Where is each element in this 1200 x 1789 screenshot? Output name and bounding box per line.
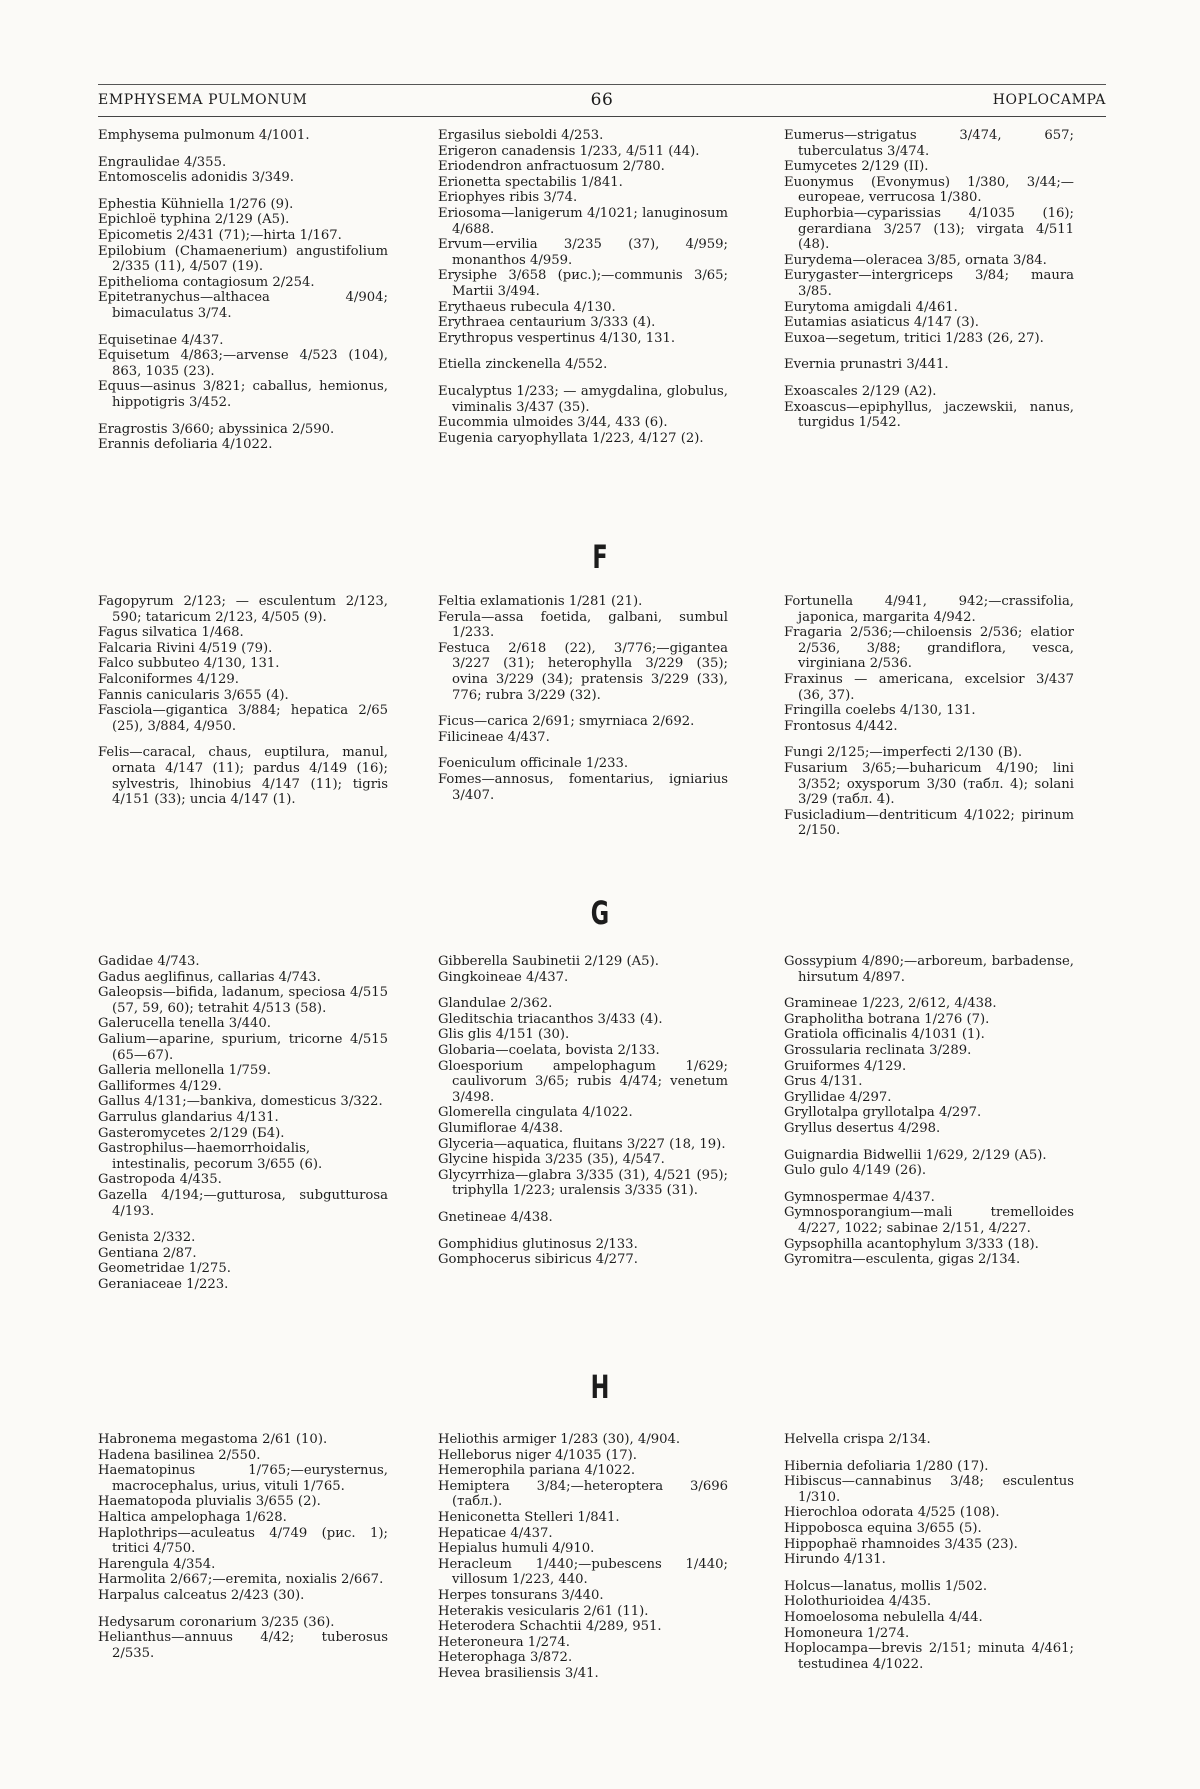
index-entry: Gryllotalpa gryllotalpa 4/297. (784, 1105, 982, 1121)
index-entry: Fasciola—gigantica 3/884; hepatica 2/65 (25), 3/884, 4/950. (98, 703, 388, 734)
index-entry: Heteroneura 1/274. (438, 1634, 570, 1650)
index-entry: Gomphocerus sibiricus 4/277. (438, 1252, 639, 1268)
index-entry: Falco subbuteo 4/130, 131. (98, 656, 280, 672)
index-entry: Hippophaë rhamnoides 3/435 (23). (784, 1536, 1018, 1552)
index-entry: Erythraea centaurium 3/333 (4). (438, 315, 656, 331)
index-entry: Gymnospermae 4/437. (784, 1189, 935, 1205)
index-entry: Hepaticae 4/437. (438, 1525, 553, 1541)
index-entry: Hemerophila pariana 4/1022. (438, 1463, 636, 1479)
section-letter: H (590, 1368, 610, 1406)
index-entry: Grossularia reclinata 3/289. (784, 1042, 972, 1058)
index-entry: Helvella crispa 2/134. (784, 1432, 931, 1447)
index-entry: Holothurioidea 4/435. (784, 1594, 932, 1610)
index-column (784, 594, 1074, 839)
index-entry: Gallus 4/131;—bankiva, domesticus 3/322. (98, 1094, 383, 1110)
page-number: 66 (590, 90, 614, 110)
index-entry: Gloesporium ampelophagum 1/629; caulivorum 3/65; rubis 4/474; venetum 3/498. (438, 1058, 728, 1105)
index-entry: Galerucella tenella 3/440. (98, 1016, 271, 1032)
index-entry: Fortunella 4/941, 942;—crassifolia, japonica, margarita 4/942. (784, 594, 1074, 625)
index-entry: Gratiola officinalis 4/1031 (1). (784, 1027, 985, 1043)
index-entry: Fusarium 3/65;—buharicum 4/190; lini 3/352; oxysporum 3/30 (табл. 4); solani 3/29 (табл. 4). (784, 760, 1074, 808)
index-entry: Gadidae 4/743. (98, 954, 200, 969)
index-entry: Fringilla coelebs 4/130, 131. (784, 703, 976, 719)
header-bottom-rule (98, 116, 1106, 117)
header-top-rule (98, 84, 1106, 85)
index-entry: Harmolita 2/667;—eremita, noxialis 2/667. (98, 1572, 384, 1588)
index-entry: Helianthus—annuus 4/42; tuberosus 2/535. (98, 1630, 388, 1661)
index-entry: Hippobosca equina 3/655 (5). (784, 1520, 982, 1536)
index-entry: Eugenia caryophyllata 1/223, 4/127 (2). (438, 430, 704, 446)
index-entry: Glis glis 4/151 (30). (438, 1027, 570, 1043)
index-entry: Gruiformes 4/129. (784, 1058, 907, 1074)
index-entry: Engraulidae 4/355. (98, 154, 227, 170)
index-entry: Eucommia ulmoides 3/44, 433 (6). (438, 415, 668, 431)
index-entry: Eurydema—oleracea 3/85, ornata 3/84. (784, 252, 1047, 268)
index-entry: Epilobium (Chamaenerium) angustifolium 2/335 (11), 4/507 (19). (98, 243, 388, 275)
section-letter: G (590, 894, 610, 932)
index-entry: Falcaria Rivini 4/519 (79). (98, 640, 273, 656)
index-entry: Heterakis vesicularis 2/61 (11). (438, 1603, 649, 1619)
index-entry: Felis—caracal, chaus, euptilura, manul, ornata 4/147 (11); pardus 4/149 (16); sylvestris, lhinobius 4/147 (11); tigris 4/151 (33); uncia 4/147 (1). (98, 745, 388, 808)
index-column (438, 128, 728, 446)
index-entry: Gossypium 4/890;—arboreum, barbadense, hirsutum 4/897. (784, 954, 1074, 985)
index-entry: Harengula 4/354. (98, 1556, 216, 1572)
index-entry: Hepialus humuli 4/910. (438, 1541, 595, 1557)
index-entry: Haplothrips—aculeatus 4/749 (рис. 1); tritici 4/750. (98, 1525, 388, 1557)
index-entry: Garrulus glandarius 4/131. (98, 1109, 279, 1125)
index-entry: Gastrophilus—haemorrhoidalis, intestinalis, pecorum 3/655 (6). (98, 1141, 323, 1172)
index-entry: Glandulae 2/362. (438, 996, 553, 1012)
index-entry: Falconiformes 4/129. (98, 671, 239, 687)
index-entry: Eurygaster—intergriceps 3/84; maura 3/85. (784, 268, 1074, 299)
index-entry: Hibiscus—cannabinus 3/48; esculentus 1/310. (784, 1474, 1074, 1505)
index-entry: Herpes tonsurans 3/440. (438, 1587, 604, 1603)
index-entry: Exoascus—epiphyllus, jaczewskii, nanus, turgidus 1/542. (784, 399, 1074, 431)
index-entry: Fungi 2/125;—imperfecti 2/130 (B). (784, 745, 1023, 761)
index-entry: Ferula—assa foetida, galbani, sumbul 1/233. (438, 609, 728, 641)
index-entry: Genista 2/332. (98, 1230, 196, 1246)
index-entry: Hevea brasiliensis 3/41. (438, 1665, 599, 1681)
index-entry: Heniconetta Stelleri 1/841. (438, 1509, 620, 1525)
index-entry: Ephestia Kühniella 1/276 (9). (98, 196, 294, 212)
index-entry: Euonymus (Evonymus) 1/380, 3/44;—europeae, verrucosa 1/380. (784, 174, 1074, 206)
index-entry: Erannis defoliaria 4/1022. (98, 437, 273, 453)
index-entry: Heliothis armiger 1/283 (30), 4/904. (438, 1432, 681, 1447)
index-entry: Foeniculum officinale 1/233. (438, 756, 629, 772)
index-entry: Galium—aparine, spurium, tricorne 4/515 (65—67). (98, 1031, 388, 1063)
index-entry: Globaria—coelata, bovista 2/133. (438, 1042, 660, 1058)
index-entry: Erysiphe 3/658 (рис.);—communis 3/65; Martii 3/494. (438, 268, 728, 299)
index-entry: Fagus silvatica 1/468. (98, 625, 244, 641)
index-entry: Epithelioma contagiosum 2/254. (98, 274, 315, 290)
index-entry: Etiella zinckenella 4/552. (438, 357, 608, 373)
index-entry: Festuca 2/618 (22), 3/776;—gigantea 3/227 (31); heterophylla 3/229 (35); ovina 3/229 (34); pratensis 3/229 (33), 776; rubra 3/229 (32). (438, 640, 728, 703)
index-column (98, 1432, 388, 1661)
index-entry: Fagopyrum 2/123; — esculentum 2/123, 590; tataricum 2/123, 4/505 (9). (98, 594, 388, 625)
index-entry: Exoascales 2/129 (A2). (784, 383, 937, 399)
index-entry: Homoneura 1/274. (784, 1625, 910, 1641)
index-entry: Fannis canicularis 3/655 (4). (98, 687, 289, 703)
index-entry: Harpalus calceatus 2/423 (30). (98, 1587, 305, 1603)
index-entry: Geraniaceae 1/223. (98, 1276, 229, 1292)
index-entry: Gibberella Saubinetii 2/129 (A5). (438, 954, 659, 969)
index-column (784, 1432, 1074, 1672)
index-entry: Frontosus 4/442. (784, 718, 898, 734)
index-entry: Gnetineae 4/438. (438, 1209, 553, 1225)
index-entry: Erythaeus rubecula 4/130. (438, 299, 616, 315)
index-entry: Homoelosoma nebulella 4/44. (784, 1609, 983, 1625)
index-entry: Gramineae 1/223, 2/612, 4/438. (784, 996, 997, 1012)
index-entry: Hirundo 4/131. (784, 1552, 886, 1568)
index-entry: Eragrostis 3/660; abyssinica 2/590. (98, 421, 335, 437)
index-entry: Habronema megastoma 2/61 (10). (98, 1432, 328, 1447)
index-entry: Eumerus—strigatus 3/474, 657; tuberculatus 3/474. (784, 128, 1074, 159)
index-entry: Grapholitha botrana 1/276 (7). (784, 1011, 990, 1027)
index-entry: Galleria mellonella 1/759. (98, 1063, 271, 1079)
index-entry: Euphorbia—cyparissias 4/1035 (16); gerardiana 3/257 (13); virgata 4/511 (48). (784, 205, 1074, 253)
index-entry: Guignardia Bidwellii 1/629, 2/129 (A5). (784, 1147, 1047, 1163)
index-entry: Ervum—ervilia 3/235 (37), 4/959; monanthos 4/959. (438, 237, 728, 268)
index-column (98, 594, 388, 808)
index-entry: Hemiptera 3/84;—heteroptera 3/696 (табл.). (438, 1478, 728, 1510)
index-entry: Heracleum 1/440;—pubescens 1/440; villosum 1/223, 440. (438, 1556, 728, 1588)
index-entry: Epichloë typhina 2/129 (A5). (98, 212, 290, 228)
index-entry: Hadena basilinea 2/550. (98, 1447, 261, 1463)
index-entry: Holcus—lanatus, mollis 1/502. (784, 1578, 988, 1594)
index-entry: Glomerella cingulata 4/1022. (438, 1105, 633, 1121)
index-entry: Haltica ampelophaga 1/628. (98, 1509, 287, 1525)
index-entry: Hoplocampa—brevis 2/151; minuta 4/461; testudinea 4/1022. (784, 1641, 1074, 1672)
index-entry: Gentiana 2/87. (98, 1245, 197, 1261)
index-column (98, 128, 388, 453)
index-entry: Galliformes 4/129. (98, 1078, 222, 1094)
index-entry: Filicineae 4/437. (438, 729, 550, 745)
index-entry: Erionetta spectabilis 1/841. (438, 174, 623, 190)
index-entry: Eumycetes 2/129 (II). (784, 159, 929, 175)
index-entry: Gomphidius glutinosus 2/133. (438, 1236, 638, 1252)
index-entry: Glycyrrhiza—glabra 3/335 (31), 4/521 (95); triphylla 1/223; uralensis 3/335 (31). (438, 1167, 728, 1199)
index-entry: Ficus—carica 2/691; smyrniaca 2/692. (438, 714, 695, 730)
index-column (784, 954, 1074, 1268)
index-entry: Gymnosporangium—mali tremelloides 4/227, 1022; sabinae 2/151, 4/227. (784, 1205, 1074, 1236)
index-entry: Fragaria 2/536;—chiloensis 2/536; elatior 2/536, 3/88; grandiflora, vesca, virginiana 2/536. (784, 625, 1074, 672)
index-entry: Gryllidae 4/297. (784, 1089, 892, 1105)
index-entry: Erigeron canadensis 1/233, 4/511 (44). (438, 143, 700, 159)
index-entry: Gadus aeglifinus, callarias 4/743. (98, 969, 321, 985)
index-entry: Equus—asinus 3/821; caballus, hemionus, hippotigris 3/452. (98, 379, 388, 410)
index-entry: Entomoscelis adonidis 3/349. (98, 170, 294, 186)
index-entry: Equisetum 4/863;—arvense 4/523 (104), 863, 1035 (23). (98, 348, 388, 379)
index-entry: Heterodera Schachtii 4/289, 951. (438, 1619, 662, 1635)
index-entry: Eutamias asiaticus 4/147 (3). (784, 315, 979, 331)
index-entry: Haematopinus 1/765;—eurysternus, macrocephalus, urius, vituli 1/765. (98, 1463, 388, 1494)
index-entry: Gingkoineae 4/437. (438, 969, 569, 985)
index-entry: Euxoa—segetum, tritici 1/283 (26, 27). (784, 330, 1044, 346)
index-entry: Eriophyes ribis 3/74. (438, 190, 578, 206)
index-entry: Gasteromycetes 2/129 (Б4). (98, 1125, 285, 1141)
index-entry: Erythropus vespertinus 4/130, 131. (438, 330, 676, 346)
index-entry: Epicometis 2/431 (71);—hirta 1/167. (98, 227, 342, 243)
index-column (438, 594, 728, 803)
index-entry: Hedysarum coronarium 3/235 (36). (98, 1614, 335, 1630)
index-entry: Gypsophilla acantophylum 3/333 (18). (784, 1236, 1039, 1252)
index-entry: Equisetinae 4/437. (98, 332, 224, 348)
index-entry: Fomes—annosus, fomentarius, igniarius 3/407. (438, 771, 728, 803)
index-entry: Emphysema pulmonum 4/1001. (98, 128, 310, 143)
index-entry: Helleborus niger 4/1035 (17). (438, 1447, 637, 1463)
index-entry: Gulo gulo 4/149 (26). (784, 1163, 927, 1179)
index-entry: Geometridae 1/275. (98, 1261, 231, 1277)
index-column (784, 128, 1074, 431)
index-entry: Glumiflorae 4/438. (438, 1120, 564, 1136)
index-entry: Epitetranychus—althacea 4/904; bimaculatus 3/74. (98, 290, 388, 321)
index-entry: Fusicladium—dentriticum 4/1022; pirinum 2/150. (784, 807, 1074, 839)
section-letter: F (592, 538, 608, 576)
index-entry: Gyromitra—esculenta, gigas 2/134. (784, 1252, 1021, 1268)
running-header (98, 90, 1106, 112)
header-left-term: EMPHYSEMA PULMONUM (98, 92, 308, 108)
index-entry: Grus 4/131. (784, 1074, 863, 1090)
index-entry: Ergasilus sieboldi 4/253. (438, 128, 604, 143)
index-entry: Evernia prunastri 3/441. (784, 357, 949, 373)
index-entry: Gleditschia triacanthos 3/433 (4). (438, 1011, 663, 1027)
index-entry: Heterophaga 3/872. (438, 1650, 573, 1666)
index-entry: Galeopsis—bifida, ladanum, speciosa 4/515 (57, 59, 60); tetrahit 4/513 (58). (98, 985, 388, 1016)
index-entry: Gryllus desertus 4/298. (784, 1120, 941, 1136)
index-entry: Gazella 4/194;—gutturosa, subgutturosa 4/193. (98, 1187, 388, 1219)
index-entry: Haematopoda pluvialis 3/655 (2). (98, 1494, 321, 1510)
index-entry: Eucalyptus 1/233; — amygdalina, globulus, viminalis 3/437 (35). (438, 383, 728, 415)
index-entry: Gastropoda 4/435. (98, 1172, 222, 1188)
index-entry: Feltia exlamationis 1/281 (21). (438, 594, 643, 609)
index-entry: Glyceria—aquatica, fluitans 3/227 (18, 19). (438, 1136, 726, 1152)
header-right-term: HOPLOCAMPA (992, 92, 1106, 108)
index-column (438, 954, 728, 1268)
index-entry: Eriosoma—lanigerum 4/1021; lanuginosum 4/688. (438, 205, 728, 237)
index-column (438, 1432, 728, 1682)
index-entry: Glycine hispida 3/235 (35), 4/547. (438, 1152, 665, 1168)
index-entry: Hibernia defoliaria 1/280 (17). (784, 1458, 989, 1474)
index-entry: Fraxinus — americana, excelsior 3/437 (36, 37). (784, 671, 1074, 703)
index-entry: Eurytoma amigdali 4/461. (784, 299, 958, 315)
index-entry: Eriodendron anfractuosum 2/780. (438, 159, 665, 175)
index-column (98, 954, 388, 1292)
index-entry: Hierochloa odorata 4/525 (108). (784, 1505, 1000, 1521)
